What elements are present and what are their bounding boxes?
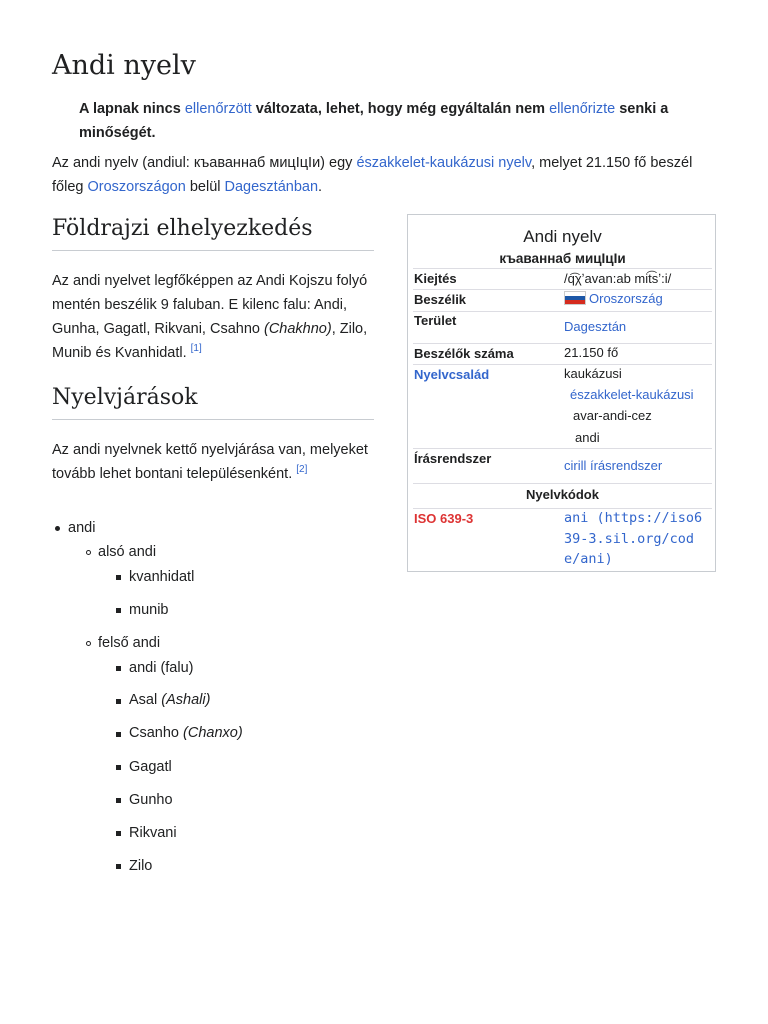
list-bullet <box>116 864 121 869</box>
value-region <box>564 316 626 337</box>
notice-link-reviewed[interactable]: ellenőrizte <box>549 101 616 117</box>
list-bullet <box>116 666 121 671</box>
notice-text: senki a minőségét. <box>79 101 669 141</box>
geography-paragraph <box>52 269 377 365</box>
reference-2[interactable]: [2] <box>296 464 308 476</box>
notice-text: változata, lehet, hogy még egyáltalán nem <box>251 101 550 117</box>
intro-text: belül <box>185 178 225 195</box>
list-bullet <box>116 798 121 803</box>
value-family-3: avar-andi-cez <box>573 408 652 423</box>
intro-text: . <box>318 178 323 195</box>
label-script: Írásrendszer <box>414 451 492 466</box>
label-pronunciation: Kiejtés <box>414 271 457 286</box>
geography-italic: (Chakhno) <box>263 321 332 337</box>
list-item: Asal (Ashali) <box>129 692 211 708</box>
intro-text: , melyet 21.150 fő beszél főleg <box>52 155 693 195</box>
intro-text: Az andi nyelv (andiul: къаваннаб мицIцIи) egy <box>52 155 357 171</box>
label-region: Terület <box>414 313 457 328</box>
list-item: munib <box>129 602 169 618</box>
list-bullet <box>116 732 121 737</box>
infobox-subtitle: къаваннаб мицIцIи <box>499 251 626 266</box>
list-item: andi (falu) <box>129 660 194 676</box>
list-item: andi <box>68 520 96 536</box>
label-iso: ISO 639-3 <box>414 511 474 526</box>
list-bullet <box>116 699 121 704</box>
iso-line[interactable]: 39-3.sil.org/cod <box>564 530 695 547</box>
value-script <box>564 455 662 476</box>
dialects-paragraph <box>52 438 377 486</box>
value-family-1: kaukázusi <box>564 366 622 381</box>
label-speakers: Beszélők száma <box>414 346 514 361</box>
geography-text: Az andi nyelvet legfőképpen az Andi Kojszu folyó mentén beszélik 9 faluban. E kilenc falu: Andi, Gunha, Gagatl, Rikvani, Csahno <box>52 273 368 337</box>
value-pronunciation: /q͡χʼavan:ab mit͡sʼ:i/ <box>564 271 672 286</box>
list-item: Csanho (Chanxo) <box>129 725 243 741</box>
reference-1[interactable]: [1] <box>190 343 202 355</box>
list-item: Gunho <box>129 792 173 808</box>
list-item: Rikvani <box>129 825 177 841</box>
russia-flag-icon <box>564 291 586 305</box>
notice-text: A lapnak nincs <box>79 101 185 117</box>
language-infobox <box>407 214 716 572</box>
list-bullet <box>116 608 121 613</box>
list-item: alsó andi <box>98 544 157 560</box>
infobox-divider <box>413 448 712 449</box>
link-language-family-label[interactable]: Nyelvcsalád <box>414 367 490 382</box>
infobox-title: Andi nyelv <box>523 227 602 246</box>
dialects-text: Az andi nyelvnek kettő nyelvjárása van, melyeket tovább lehet bontani településenként. <box>52 442 368 482</box>
link-cyrillic-script[interactable]: cirill írásrendszer <box>564 458 663 473</box>
link-dagestan[interactable]: Dagesztánban <box>224 178 319 195</box>
list-bullet <box>116 831 121 836</box>
infobox-divider <box>413 343 712 344</box>
link-infobox-dagestan[interactable]: Dagesztán <box>564 319 627 334</box>
list-bullet <box>116 765 121 770</box>
link-northeast-caucasian[interactable]: északkelet-kaukázusi <box>570 387 694 402</box>
infobox-divider <box>413 364 712 365</box>
heading-geography: Földrajzi elhelyezkedés <box>52 216 374 251</box>
geography-text: , Zilo, Munib és Kvanhidatl. <box>52 321 368 361</box>
list-item: felső andi <box>98 635 161 651</box>
list-item: Zilo <box>129 858 153 874</box>
list-bullet <box>55 526 60 531</box>
list-bullet <box>86 550 91 555</box>
link-russia[interactable]: Oroszországon <box>87 178 186 195</box>
value-speakers: 21.150 fő <box>564 345 619 360</box>
link-language-family[interactable]: északkelet-kaukázusi nyelv <box>356 155 532 171</box>
label-spoken-in: Beszélik <box>414 292 467 307</box>
infobox-divider <box>413 289 712 290</box>
link-infobox-russia[interactable]: Oroszország <box>589 291 663 306</box>
list-bullet <box>116 575 121 580</box>
intro-paragraph <box>52 152 722 199</box>
page-title: Andi nyelv <box>52 50 196 81</box>
iso-line[interactable]: e/ani) <box>564 551 613 567</box>
list-bullet <box>86 641 91 646</box>
value-iso[interactable] <box>564 508 702 570</box>
infobox-divider <box>413 311 712 312</box>
infobox-divider <box>413 483 712 484</box>
heading-dialects: Nyelvjárások <box>52 385 374 420</box>
iso-line[interactable]: ani (https://iso6 <box>564 510 703 526</box>
review-notice <box>79 97 699 145</box>
list-item: kvanhidatl <box>129 569 195 585</box>
value-spoken-in <box>564 288 663 309</box>
value-family-4: andi <box>575 430 600 445</box>
codes-heading: Nyelvkódok <box>526 487 599 502</box>
notice-link-checked[interactable]: ellenőrzött <box>184 101 252 117</box>
list-item: Gagatl <box>129 759 172 775</box>
